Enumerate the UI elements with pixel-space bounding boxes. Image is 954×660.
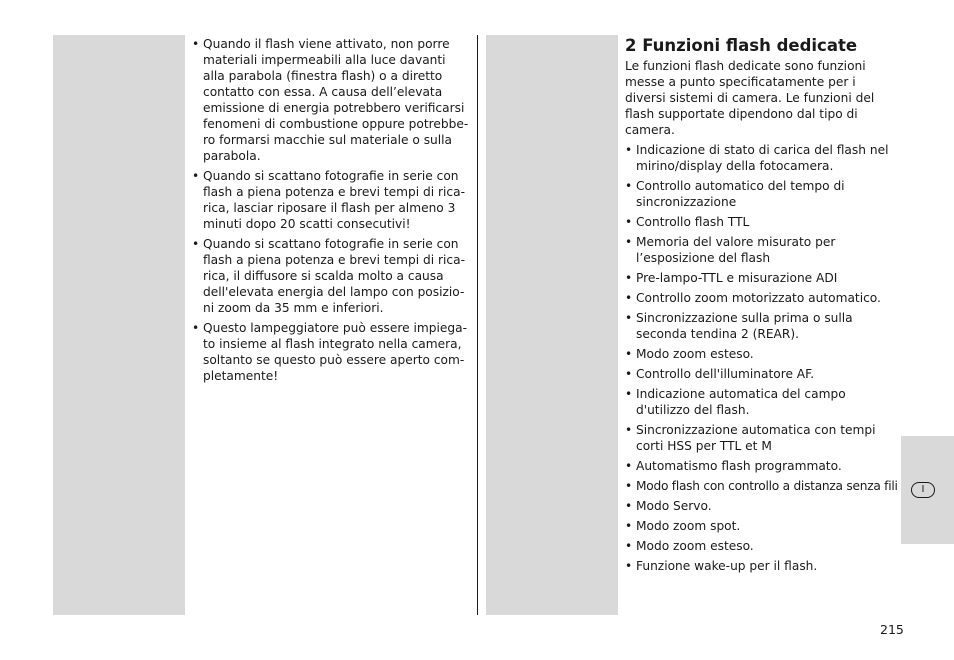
feature-item: • Pre-lampo-TTL e misurazione ADI [625,270,900,286]
dedicated-functions-column [625,36,900,578]
section-title: 2 Funzioni flash dedicate [625,36,858,55]
middle-margin-band [486,35,618,615]
feature-item: • Automatismo flash programmato. [625,458,900,474]
safety-note: • Quando si scattano fotografie in serie con flash a piena potenza e brevi tempi di rica-rica, il diffusore si scalda molto a causa dell'elevata energia del lampo con posizio-ni zoom da 35 mm e inferiori. [192,236,470,316]
feature-list [625,142,900,574]
feature-item: • Controllo automatico del tempo di sincronizzazione [625,178,900,210]
feature-item: • Funzione wake-up per il flash. [625,558,900,574]
feature-item: • Modo zoom esteso. [625,346,900,362]
feature-item: • Sincronizzazione sulla prima o sulla seconda tendina 2 (REAR). [625,310,900,342]
section-intro: Le funzioni flash dedicate sono funzioni messe a punto specificatamente per i diversi sistemi di camera. Le funzioni del flash supportate dipendono dal tipo di camera. [625,59,875,137]
safety-note: • Quando si scattano fotografie in serie con flash a piena potenza e brevi tempi di rica-rica, lasciar riposare il flash per almeno 3 minuti dopo 20 scatti consecutivi! [192,168,470,232]
feature-item: • Sincronizzazione automatica con tempi corti HSS per TTL et M [625,422,900,454]
feature-item: • Indicazione automatica del campo d'utilizzo del flash. [625,386,900,418]
safety-note: • Questo lampeggiatore può essere impiega-to insieme al flash integrato nella camera, soltanto se questo può essere aperto com-pletamente! [192,320,470,384]
feature-item: • Modo flash con controllo a distanza senza fili [625,478,900,494]
left-margin-band [53,35,185,615]
feature-item: • Controllo dell'illuminatore AF. [625,366,900,382]
feature-item: • Indicazione di stato di carica del flash nel mirino/display della fotocamera. [625,142,900,174]
language-badge: I [911,482,935,498]
column-divider [477,35,478,615]
feature-item: • Controllo zoom motorizzato automatico. [625,290,900,306]
feature-item: • Modo zoom esteso. [625,538,900,554]
feature-item: • Modo Servo. [625,498,900,514]
feature-item: • Memoria del valore misurato per l’esposizione del flash [625,234,900,266]
page-number: 215 [880,622,904,637]
feature-item: • Controllo flash TTL [625,214,900,230]
safety-notes-column [192,36,470,388]
safety-note: • Quando il flash viene attivato, non porre materiali impermeabili alla luce davanti alla parabola (finestra flash) o a diretto contatto con essa. A causa dell’elevata emissione di energia potrebbero verificarsi fenomeni di combustione oppure potrebbe-ro formarsi macchie sul materiale o sulla parabola. [192,36,470,164]
feature-item: • Modo zoom spot. [625,518,900,534]
